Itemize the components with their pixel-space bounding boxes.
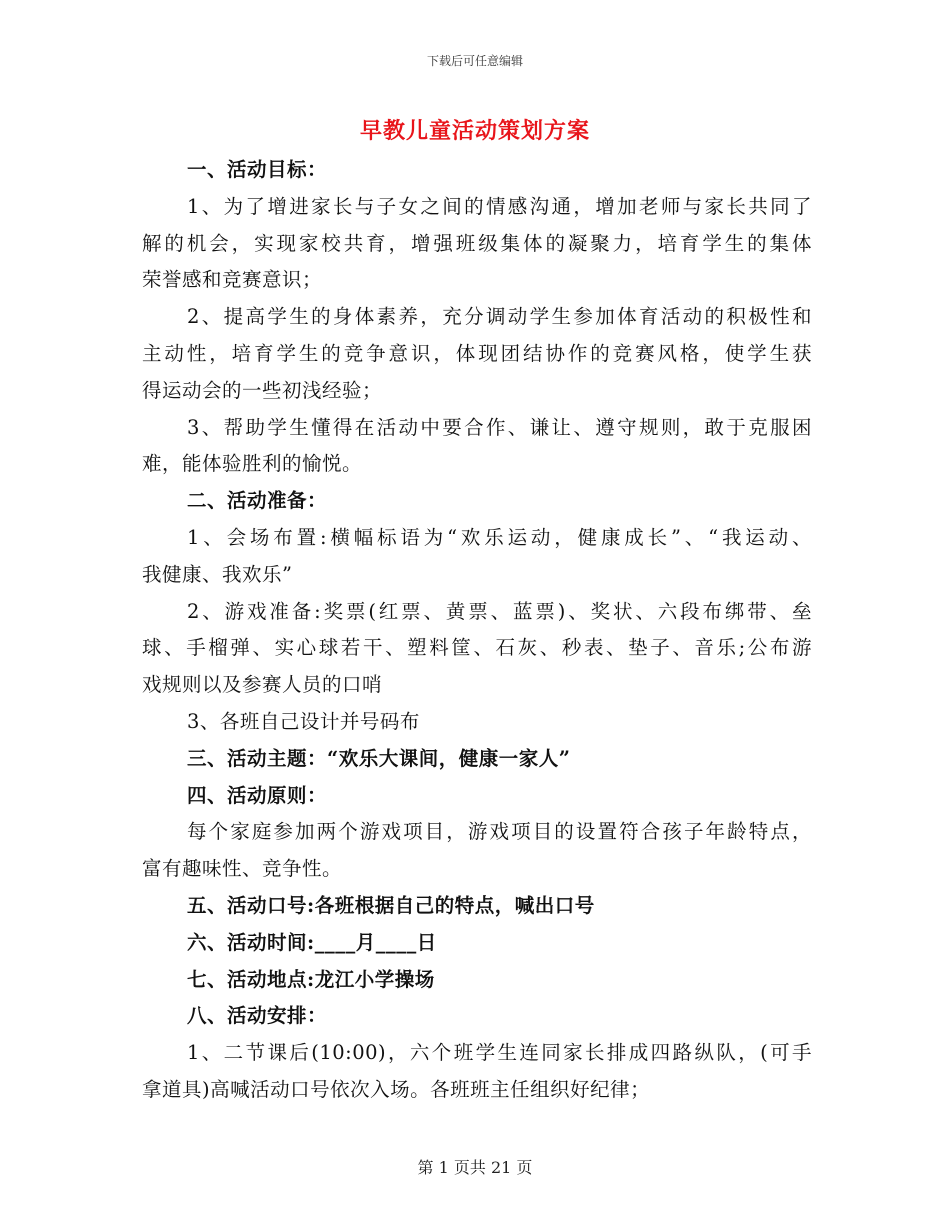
section-heading: 五、活动口号:各班根据自己的特点，喊出口号 [187, 893, 595, 917]
body-text-line: 富有趣味性、竞争性。 [142, 857, 343, 881]
section-heading: 六、活动时间:____月____日 [187, 930, 437, 954]
body-text-line: 得运动会的一些初浅经验； [142, 378, 383, 402]
page-footer: 第 1 页共 21 页 [417, 1158, 533, 1177]
body-text-line: 解的机会，实现家校共育，增强班级集体的凝聚力，培育学生的集体 [142, 231, 812, 255]
body-text-line: 2、提高学生的身体素养，充分调动学生参加体育活动的积极性和 [187, 305, 812, 329]
section-heading: 八、活动安排： [187, 1004, 328, 1028]
section-heading: 三、活动主题：“欢乐大课间，健康一家人” [187, 746, 571, 770]
body-text-line: 3、各班自己设计并号码布 [187, 709, 420, 733]
body-text-line: 1、二节课后(10:00)，六个班学生连同家长排成四路纵队，(可手 [187, 1041, 812, 1065]
body-text-line: 1、为了增进家长与子女之间的情感沟通，增加老师与家长共同了 [187, 194, 812, 218]
body-text-line: 荣誉感和竞赛意识； [142, 268, 323, 292]
body-text-line: 每个家庭参加两个游戏项目，游戏项目的设置符合孩子年龄特点， [187, 820, 812, 844]
body-text-line: 主动性，培育学生的竞争意识，体现团结协作的竞赛风格，使学生获 [142, 341, 812, 365]
body-text-line: 2、游戏准备:奖票(红票、黄票、蓝票)、奖状、六段布绑带、垒 [187, 599, 812, 623]
section-heading: 一、活动目标： [187, 158, 328, 181]
body-text-line: 球、手榴弹、实心球若干、塑料筐、石灰、秒表、垫子、音乐;公布游 [142, 636, 812, 660]
page-header-note: 下载后可任意编辑 [426, 54, 523, 68]
body-text-line: 我健康、我欢乐” [142, 562, 293, 586]
section-heading: 七、活动地点:龙江小学操场 [187, 967, 435, 991]
body-text-line: 戏规则以及参赛人员的口哨 [142, 673, 383, 697]
body-text-line: 3、帮助学生懂得在活动中要合作、谦让、遵守规则，敢于克服困 [187, 415, 812, 439]
body-text-line: 1、会场布置:横幅标语为“欢乐运动，健康成长”、“我运动、 [187, 525, 812, 549]
body-text-line: 难，能体验胜利的愉悦。 [142, 452, 363, 476]
document-title: 早教儿童活动策划方案 [359, 118, 590, 144]
document-body [142, 152, 812, 1109]
section-heading: 二、活动准备： [187, 489, 328, 513]
section-heading: 四、活动原则： [187, 783, 328, 807]
body-text-line: 拿道具)高喊活动口号依次入场。各班班主任组织好纪律； [142, 1077, 651, 1101]
